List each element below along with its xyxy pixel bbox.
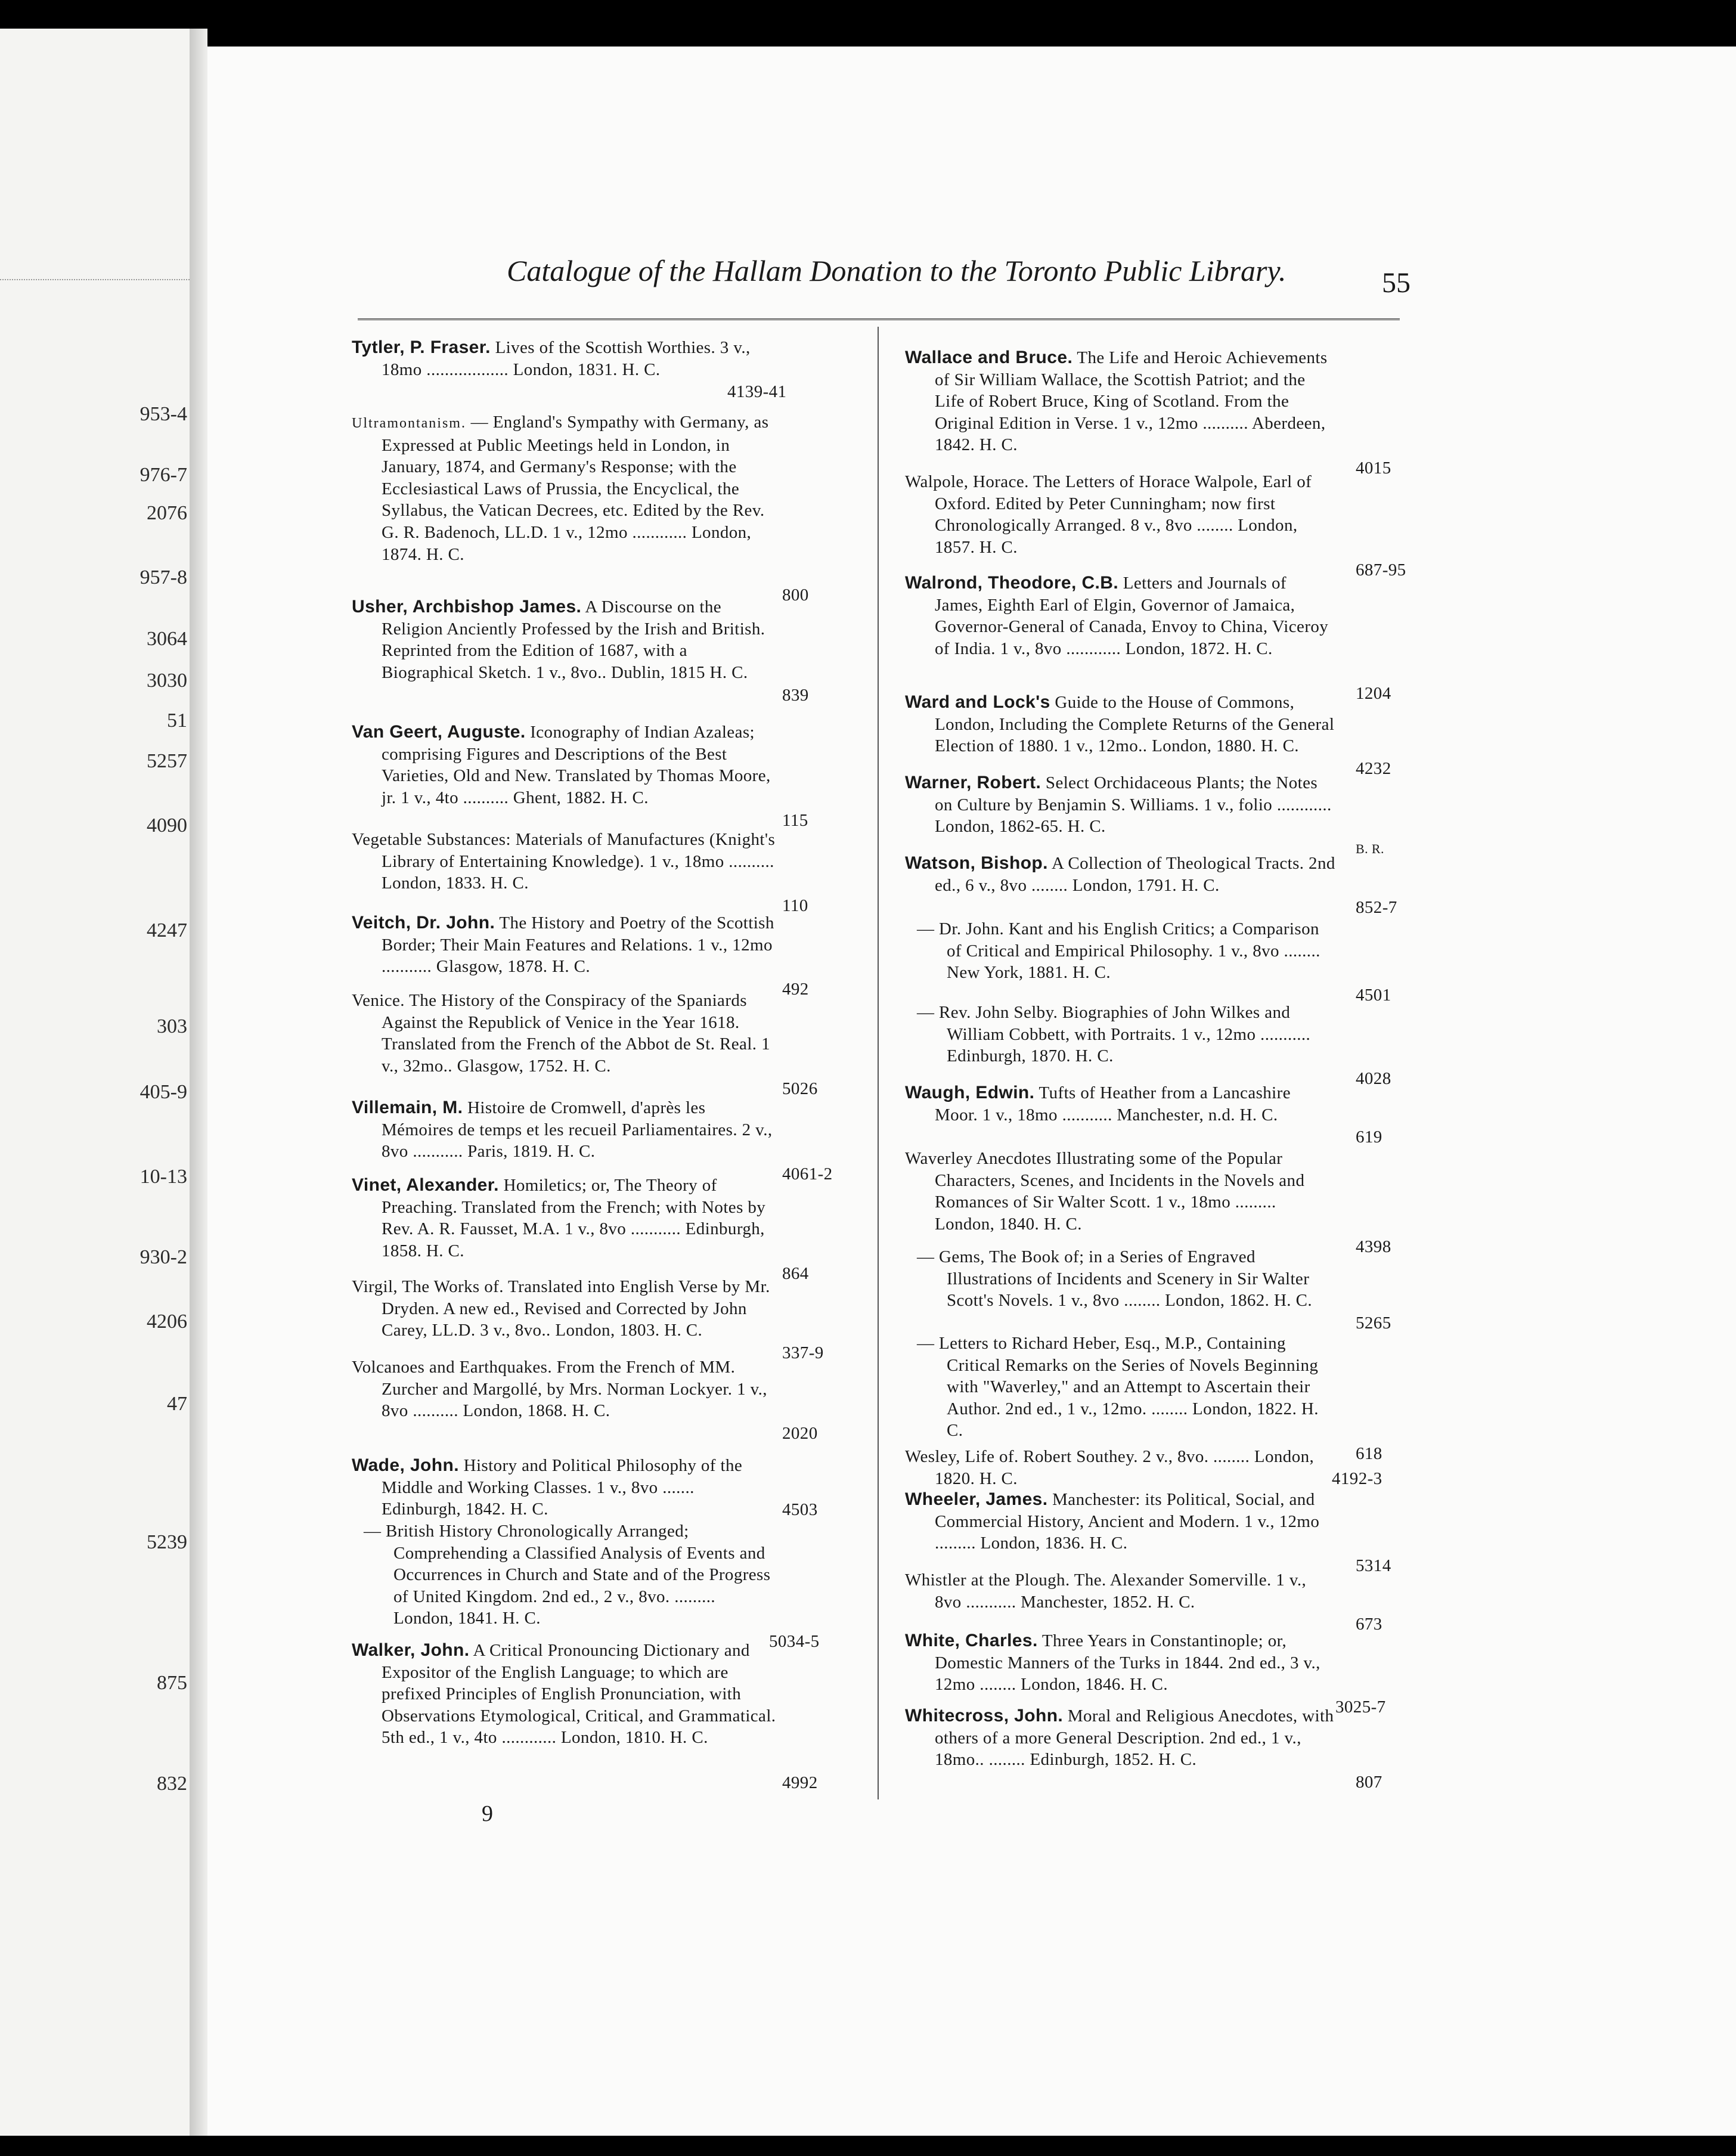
facing-page-number: 957-8 xyxy=(140,566,187,588)
shelf-number: B. R. xyxy=(1356,841,1384,856)
facing-page-number: 875 xyxy=(157,1672,187,1694)
entry-heading: Walker, John. xyxy=(352,1640,470,1660)
facing-page-number: 47 xyxy=(167,1393,187,1415)
entry-text: Lives of the Scottish Worthies. 3 v., 18mo .................. London, 1831. H. C. xyxy=(382,338,751,379)
shelf-number: 4992 xyxy=(782,1773,818,1792)
entry-text: Homiletics; or, The Theory of Preaching. Translated from the French; with Notes by Rev. A. R. Fausset, M.A. 1 v., 8vo ........... Edinburgh, 1858. H. C. xyxy=(382,1176,766,1260)
shelf-number: 4139-41 xyxy=(727,382,787,401)
entry-text: — Rev. John Selby. Biographies of John Wilkes and William Cobbett, with Portraits. 1 v., 12mo ........... Edinburgh, 1870. H. C. xyxy=(917,1003,1311,1066)
facing-page-rule xyxy=(0,279,190,280)
catalogue-entry xyxy=(352,1356,818,1443)
entry-heading: Walpole, Horace. xyxy=(905,472,1029,491)
shelf-number: 4028 xyxy=(1356,1069,1391,1088)
page-number: 55 xyxy=(1382,267,1410,299)
shelf-number: 807 xyxy=(1356,1773,1382,1792)
entry-heading: Volcanoes and Earthquakes. xyxy=(352,1358,553,1377)
catalogue-entry xyxy=(352,1455,818,1520)
entry-heading: Vegetable Substances: xyxy=(352,830,511,849)
entry-heading: Tytler, P. Fraser. xyxy=(352,337,491,357)
entry-heading: Whitecross, John. xyxy=(905,1706,1064,1726)
shelf-number: 839 xyxy=(782,686,809,705)
entry-heading: Wade, John. xyxy=(352,1455,459,1475)
entry-text: From the French of MM. Zurcher and Margollé, by Mrs. Norman Lockyer. 1 v., 8vo .......... London, 1868. H. C. xyxy=(382,1358,767,1421)
entry-text: — Dr. John. Kant and his English Critics; a Comparison of Critical and Empirical Philosophy. 1 v., 8vo ........ New York, 1881. H. C. xyxy=(917,919,1320,983)
entry-text: Moral and Religious Anecdotes, with others of a more General Description. 2nd ed., 1 v., 18mo.. ........ Edinburgh, 1852. H. C. xyxy=(935,1706,1334,1770)
facing-page-number: 5257 xyxy=(147,750,187,772)
shelf-number: 5265 xyxy=(1356,1314,1391,1333)
catalogue-entry xyxy=(352,721,808,830)
entry-heading: Usher, Archbishop James. xyxy=(352,597,582,617)
catalogue-entry xyxy=(905,1082,1382,1147)
facing-page-number: 2076 xyxy=(147,502,187,524)
shelf-number: 4192-3 xyxy=(1332,1469,1382,1488)
entry-text: Materials of Manufactures (Knight's Library of Entertaining Knowledge). 1 v., 18mo .......... London, 1833. H. C. xyxy=(382,830,776,893)
running-header: Catalogue of the Hallam Donation to the Toronto Public Library. xyxy=(507,254,1286,287)
entry-heading: Venice. xyxy=(352,991,405,1010)
facing-page-number: 832 xyxy=(157,1773,187,1795)
shelf-number: 619 xyxy=(1356,1127,1382,1147)
catalogue-entry xyxy=(905,1002,1391,1088)
shelf-number: 4503 xyxy=(782,1500,818,1519)
entry-heading: Wallace and Bruce. xyxy=(905,348,1073,367)
shelf-number: 4398 xyxy=(1356,1237,1391,1256)
entry-heading: Veitch, Dr. John. xyxy=(352,913,495,933)
entry-heading: Ward and Lock's xyxy=(905,692,1050,712)
entry-heading: Villemain, M. xyxy=(352,1098,463,1117)
catalogue-entry xyxy=(905,772,1384,856)
catalogue-entry xyxy=(352,990,818,1098)
facing-page-number: 10-13 xyxy=(140,1166,187,1188)
catalogue-entry xyxy=(905,853,1397,917)
entry-text: — England's Sympathy with Germany, as Expressed at Public Meetings held in London, in January, 1874, and Germany's Response; with the Ecclesiastical Laws of Prussia, the Encyclical, the Syllabus, the Vatican Decrees, etc. Edited by the Rev. G. R. Badenoch, LL.D. 1 v., 12mo ............ London, 1874. H. C. xyxy=(382,413,769,564)
shelf-number: 4061-2 xyxy=(782,1164,833,1184)
shelf-number: 618 xyxy=(1356,1444,1382,1463)
shelf-number: 2020 xyxy=(782,1424,818,1443)
entry-heading: Vinet, Alexander. xyxy=(352,1175,499,1195)
entry-text: A Collection of Theological Tracts. 2nd ed., 6 v., 8vo ........ London, 1791. H. C. xyxy=(935,854,1335,895)
catalogue-entry xyxy=(905,1148,1391,1256)
entry-text: A Critical Pronouncing Dictionary and Expositor of the English Language; to which are prefixed Principles of English Pronunciation, with Observations Etymological, Critical, and Grammatical. 5th ed., 1 v., 4to ............ London, 1810. H. C. xyxy=(382,1641,776,1748)
entry-heading: Watson, Bishop. xyxy=(905,853,1048,873)
entry-text: The Works of. Translated into English Verse by Mr. Dryden. A new ed., Revised and Corrected by John Carey, LL.D. 3 v., 8vo.. London, 1803. H. C. xyxy=(382,1277,770,1340)
catalogue-entry xyxy=(352,829,808,915)
entry-heading: Virgil, xyxy=(352,1277,398,1296)
catalogue-entry xyxy=(905,1489,1391,1575)
entry-heading: Waugh, Edwin. xyxy=(905,1083,1035,1102)
catalogue-entry xyxy=(352,1276,824,1362)
entry-text: Whistler at the Plough. The. Alexander Somerville. 1 v., 8vo ........... Manchester, 1852. H. C. xyxy=(905,1570,1307,1612)
catalogue-entry xyxy=(352,1175,809,1283)
entry-text: — Letters to Richard Heber, Esq., M.P., Containing Critical Remarks on the Series of Novels Beginning with "Waverley," and an Attempt to Ascertain their Author. 2nd ed., 1 v., 12mo. ........ London, 1822. H. C. xyxy=(917,1334,1319,1441)
entry-text: Illustrating some of the Popular Characters, Scenes, and Incidents in the Novels and Romances of Sir Walter Scott. 1 v., 18mo ......... London, 1840. H. C. xyxy=(935,1149,1305,1234)
catalogue-entry xyxy=(352,411,809,605)
shelf-number: 4015 xyxy=(1356,459,1391,478)
shelf-number: 1204 xyxy=(1356,684,1391,703)
entry-text: History and Political Philosophy of the Middle and Working Classes. 1 v., 8vo ....... Edinburgh, 1842. H. C. xyxy=(382,1456,743,1519)
entry-text: The History and Poetry of the Scottish Border; Their Main Features and Relations. 1 v., 12mo ........... Glasgow, 1878. H. C. xyxy=(382,913,774,977)
shelf-number: 3025-7 xyxy=(1335,1697,1386,1717)
entry-text: Histoire de Cromwell, d'après les Mémoires de temps et les recueil Parliamentaires. 2 v., 8vo ........... Paris, 1819. H. C. xyxy=(382,1098,773,1161)
shelf-number: 115 xyxy=(782,811,808,830)
facing-page-number: 303 xyxy=(157,1015,187,1037)
entry-heading: Waverley Anecdotes xyxy=(905,1149,1052,1168)
catalogue-entry xyxy=(352,596,809,705)
entry-text: — British History Chronologically Arranged; Comprehending a Classified Analysis of Events and Occurrences in Church and State and of the Progress of United Kingdom. 2nd ed., 2 v., 8vo. ......... London, 1841. H. C. xyxy=(364,1522,771,1628)
facing-page-number: 51 xyxy=(167,710,187,732)
facing-page-number: 405-9 xyxy=(140,1081,187,1103)
entry-text: A Discourse on the Religion Anciently Professed by the Irish and British. Reprinted from the Edition of 1687, with a Biographical Sketch. 1 v., 8vo.. Dublin, 1815 H. C. xyxy=(382,597,765,682)
shelf-number: 5314 xyxy=(1356,1556,1391,1575)
header-rule xyxy=(358,318,1400,320)
book-spine xyxy=(190,29,207,2136)
shelf-number: 110 xyxy=(782,896,808,915)
facing-page-number: 3030 xyxy=(147,670,187,692)
catalogue-entry xyxy=(352,1097,833,1184)
entry-heading: Wheeler, James. xyxy=(905,1489,1048,1509)
facing-page-edge xyxy=(0,29,193,2136)
facing-page-number: 976-7 xyxy=(140,464,187,486)
entry-text: Manchester: its Political, Social, and Commercial History, Ancient and Modern. 1 v., 12mo ......... London, 1836. H. C. xyxy=(935,1490,1320,1553)
entry-text: Tufts of Heather from a Lancashire Moor. 1 v., 18mo ........... Manchester, n.d. H. C. xyxy=(935,1083,1291,1125)
entry-heading: White, Charles. xyxy=(905,1631,1038,1650)
entry-text: — Gems, The Book of; in a Series of Engraved Illustrations of Incidents and Scenery in Sir Walter Scott's Novels. 1 v., 8vo ........ London, 1862. H. C. xyxy=(917,1247,1312,1311)
shelf-number: 673 xyxy=(1356,1615,1382,1634)
catalogue-entry xyxy=(905,1333,1382,1463)
catalogue-entry xyxy=(352,912,809,999)
catalogue-entry xyxy=(905,1569,1382,1634)
entry-heading: Walrond, Theodore, C.B. xyxy=(905,573,1119,593)
catalogue-entry xyxy=(352,337,787,401)
facing-page-number: 4206 xyxy=(147,1311,187,1333)
facing-page-number: 3064 xyxy=(147,628,187,650)
facing-page-number: 5239 xyxy=(147,1531,187,1553)
shelf-number: 5034-5 xyxy=(769,1632,820,1651)
shelf-number: 800 xyxy=(782,586,809,605)
facing-page-number: 4247 xyxy=(147,919,187,941)
catalogue-entry xyxy=(905,347,1391,478)
entry-text: Select Orchidaceous Plants; the Notes on Culture by Benjamin S. Williams. 1 v., folio ............ London, 1862-65. H. C. xyxy=(935,773,1332,837)
entry-text: Iconography of Indian Azaleas; comprising Figures and Descriptions of the Best Varieties, Old and New. Translated by Thomas Moore, jr. 1 v., 4to .......... Ghent, 1882. H. C. xyxy=(382,723,771,807)
shelf-number: 4232 xyxy=(1356,759,1391,778)
entry-text: Guide to the House of Commons, London, Including the Complete Returns of the General Election of 1880. 1 v., 12mo.. London, 1880. H. C. xyxy=(935,693,1335,756)
entry-text: The Letters of Horace Walpole, Earl of Oxford. Edited by Peter Cunningham; now first Chronologically Arranged. 8 v., 8vo ........ London, 1857. H. C. xyxy=(935,472,1312,557)
shelf-number: 492 xyxy=(782,980,809,999)
entry-heading: Warner, Robert. xyxy=(905,773,1041,792)
catalogue-entry xyxy=(905,918,1391,1005)
shelf-number: 337-9 xyxy=(782,1343,824,1362)
entry-text: Three Years in Constantinople; or, Domestic Manners of the Turks in 1844. 2nd ed., 3 v., 12mo ........ London, 1846. H. C. xyxy=(935,1631,1320,1695)
facing-page-number: 4090 xyxy=(147,814,187,837)
shelf-number: 4501 xyxy=(1356,986,1391,1005)
signature-number: 9 xyxy=(482,1801,493,1826)
shelf-number: 864 xyxy=(782,1264,809,1283)
entry-heading: Van Geert, Auguste. xyxy=(352,722,526,742)
facing-page-number: 930-2 xyxy=(140,1246,187,1268)
entry-text: The History of the Conspiracy of the Spaniards Against the Republick of Venice in the Year 1618. Translated from the French of the Abbot de St. Real. 1 v., 32mo.. Glasgow, 1752. H. C. xyxy=(382,991,770,1076)
shelf-number: 852-7 xyxy=(1356,898,1397,917)
entry-text: Letters and Journals of James, Eighth Earl of Elgin, Governor of Jamaica, Governor-General of Canada, Envoy to China, Viceroy of India. 1 v., 8vo ............ London, 1872. H. C. xyxy=(935,574,1329,658)
entry-heading: Ultramontanism. xyxy=(352,416,466,431)
column-divider xyxy=(878,327,879,1799)
shelf-number: 687-95 xyxy=(1356,560,1406,580)
facing-page-number: 953-4 xyxy=(140,403,187,425)
entry-text: The Life and Heroic Achievements of Sir William Wallace, the Scottish Patriot; and the Life of Robert Bruce, King of Scotland. From the Original Edition in Verse. 1 v., 12mo .......... Aberdeen, 1842. H. C. xyxy=(935,348,1328,455)
catalogue-entry xyxy=(905,471,1406,580)
shelf-number: 5026 xyxy=(782,1079,818,1098)
entry-text: Wesley, Life of. Robert Southey. 2 v., 8vo. ........ London, 1820. H. C. xyxy=(905,1447,1315,1488)
